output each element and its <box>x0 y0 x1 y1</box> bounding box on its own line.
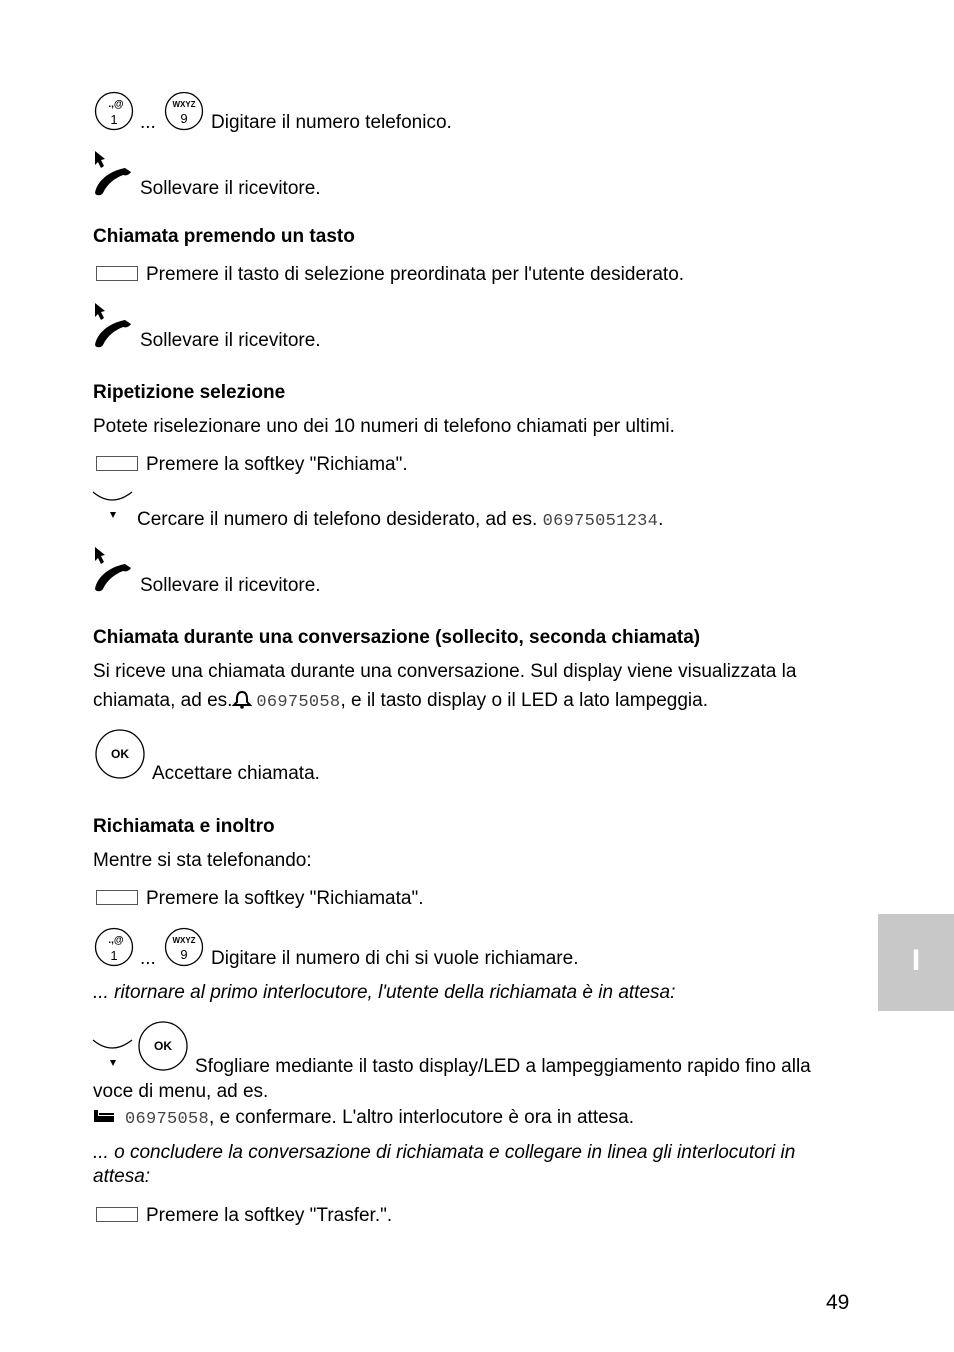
step-text: Premere la softkey "Richiamata". <box>146 888 424 909</box>
page-number: 49 <box>826 1291 850 1314</box>
step-text: Premere il tasto di selezione preordinata per l'utente desiderato. <box>146 264 685 285</box>
italic-note: attesa: <box>93 1166 151 1187</box>
step-text: Premere la softkey "Richiama". <box>146 454 408 475</box>
italic-note: ... o concludere la conversazione di richiamata e collegare in linea gli interlocutori in <box>93 1142 796 1163</box>
paragraph: Si riceve una chiamata durante una conversazione. Sul display viene visualizzata la <box>93 661 797 682</box>
function-key-icon <box>96 456 138 471</box>
svg-text:1: 1 <box>110 112 118 127</box>
step-text: Sollevare il ricevitore. <box>140 330 321 351</box>
step-text: Accettare chiamata. <box>152 763 320 784</box>
step-text: Sollevare il ricevitore. <box>140 178 321 199</box>
svg-text:WXYZ: WXYZ <box>172 936 196 945</box>
step-text: Sollevare il ricevitore. <box>140 575 321 596</box>
svg-text:WXYZ: WXYZ <box>172 100 196 109</box>
lift-handset-icon <box>93 303 135 349</box>
scroll-down-icon <box>92 1038 134 1068</box>
svg-text:.,@: .,@ <box>108 935 124 946</box>
function-key-icon <box>96 1207 138 1222</box>
step-text: Premere la softkey "Trasfer.". <box>146 1205 393 1226</box>
svg-text:OK: OK <box>154 1039 172 1053</box>
step-text: Digitare il numero telefonico. <box>211 112 452 133</box>
svg-text:9: 9 <box>180 111 188 126</box>
language-tab-label: I <box>911 944 921 977</box>
section-heading: Chiamata premendo un tasto <box>93 226 355 247</box>
key-9-icon <box>164 91 204 131</box>
phone-number: 06975058 <box>256 693 341 712</box>
function-key-icon <box>96 890 138 905</box>
key-9-icon <box>164 927 204 967</box>
lift-handset-icon <box>93 151 135 197</box>
function-key-icon <box>96 266 138 281</box>
key-1-icon <box>94 91 134 131</box>
phone-number: 06975058 <box>125 1110 210 1129</box>
bell-icon <box>232 691 252 709</box>
step-text: Cercare il numero di telefono desiderato, ad es. 06975051234. <box>137 509 664 531</box>
section-heading: Richiamata e inoltro <box>93 816 275 837</box>
italic-note: ... ritornare al primo interlocutore, l'utente della richiamata è in attesa: <box>93 982 676 1003</box>
paragraph: Mentre si sta telefonando: <box>93 850 312 871</box>
key-1-icon <box>94 927 134 967</box>
svg-text:1: 1 <box>110 948 118 963</box>
ellipsis: ... <box>140 948 156 969</box>
hold-icon <box>93 1108 115 1124</box>
scroll-down-icon <box>92 490 134 520</box>
lift-handset-icon <box>93 547 135 593</box>
ok-key-icon <box>138 1021 190 1073</box>
language-tab <box>878 914 954 1011</box>
paragraph: Potete riselezionare uno dei 10 numeri di telefono chiamati per ultimi. <box>93 416 675 437</box>
ok-key-icon <box>95 729 147 781</box>
step-text: 06975058, e confermare. L'altro interlocutore è ora in attesa. <box>93 1106 634 1132</box>
section-heading: Chiamata durante una conversazione (sollecito, seconda chiamata) <box>93 627 701 648</box>
svg-text:9: 9 <box>180 947 188 962</box>
phone-number: 06975051234 <box>542 512 659 531</box>
step-text: voce di menu, ad es. <box>93 1081 269 1102</box>
svg-text:.,@: .,@ <box>108 99 124 110</box>
step-text: Digitare il numero di chi si vuole richiamare. <box>211 948 579 969</box>
section-heading: Ripetizione selezione <box>93 382 286 403</box>
svg-text:OK: OK <box>111 747 129 761</box>
ellipsis: ... <box>140 112 156 133</box>
step-text: Sfogliare mediante il tasto display/LED a lampeggiamento rapido fino alla <box>195 1056 811 1077</box>
paragraph: chiamata, ad es. 06975058, e il tasto display o il LED a lato lampeggia. <box>93 690 708 712</box>
